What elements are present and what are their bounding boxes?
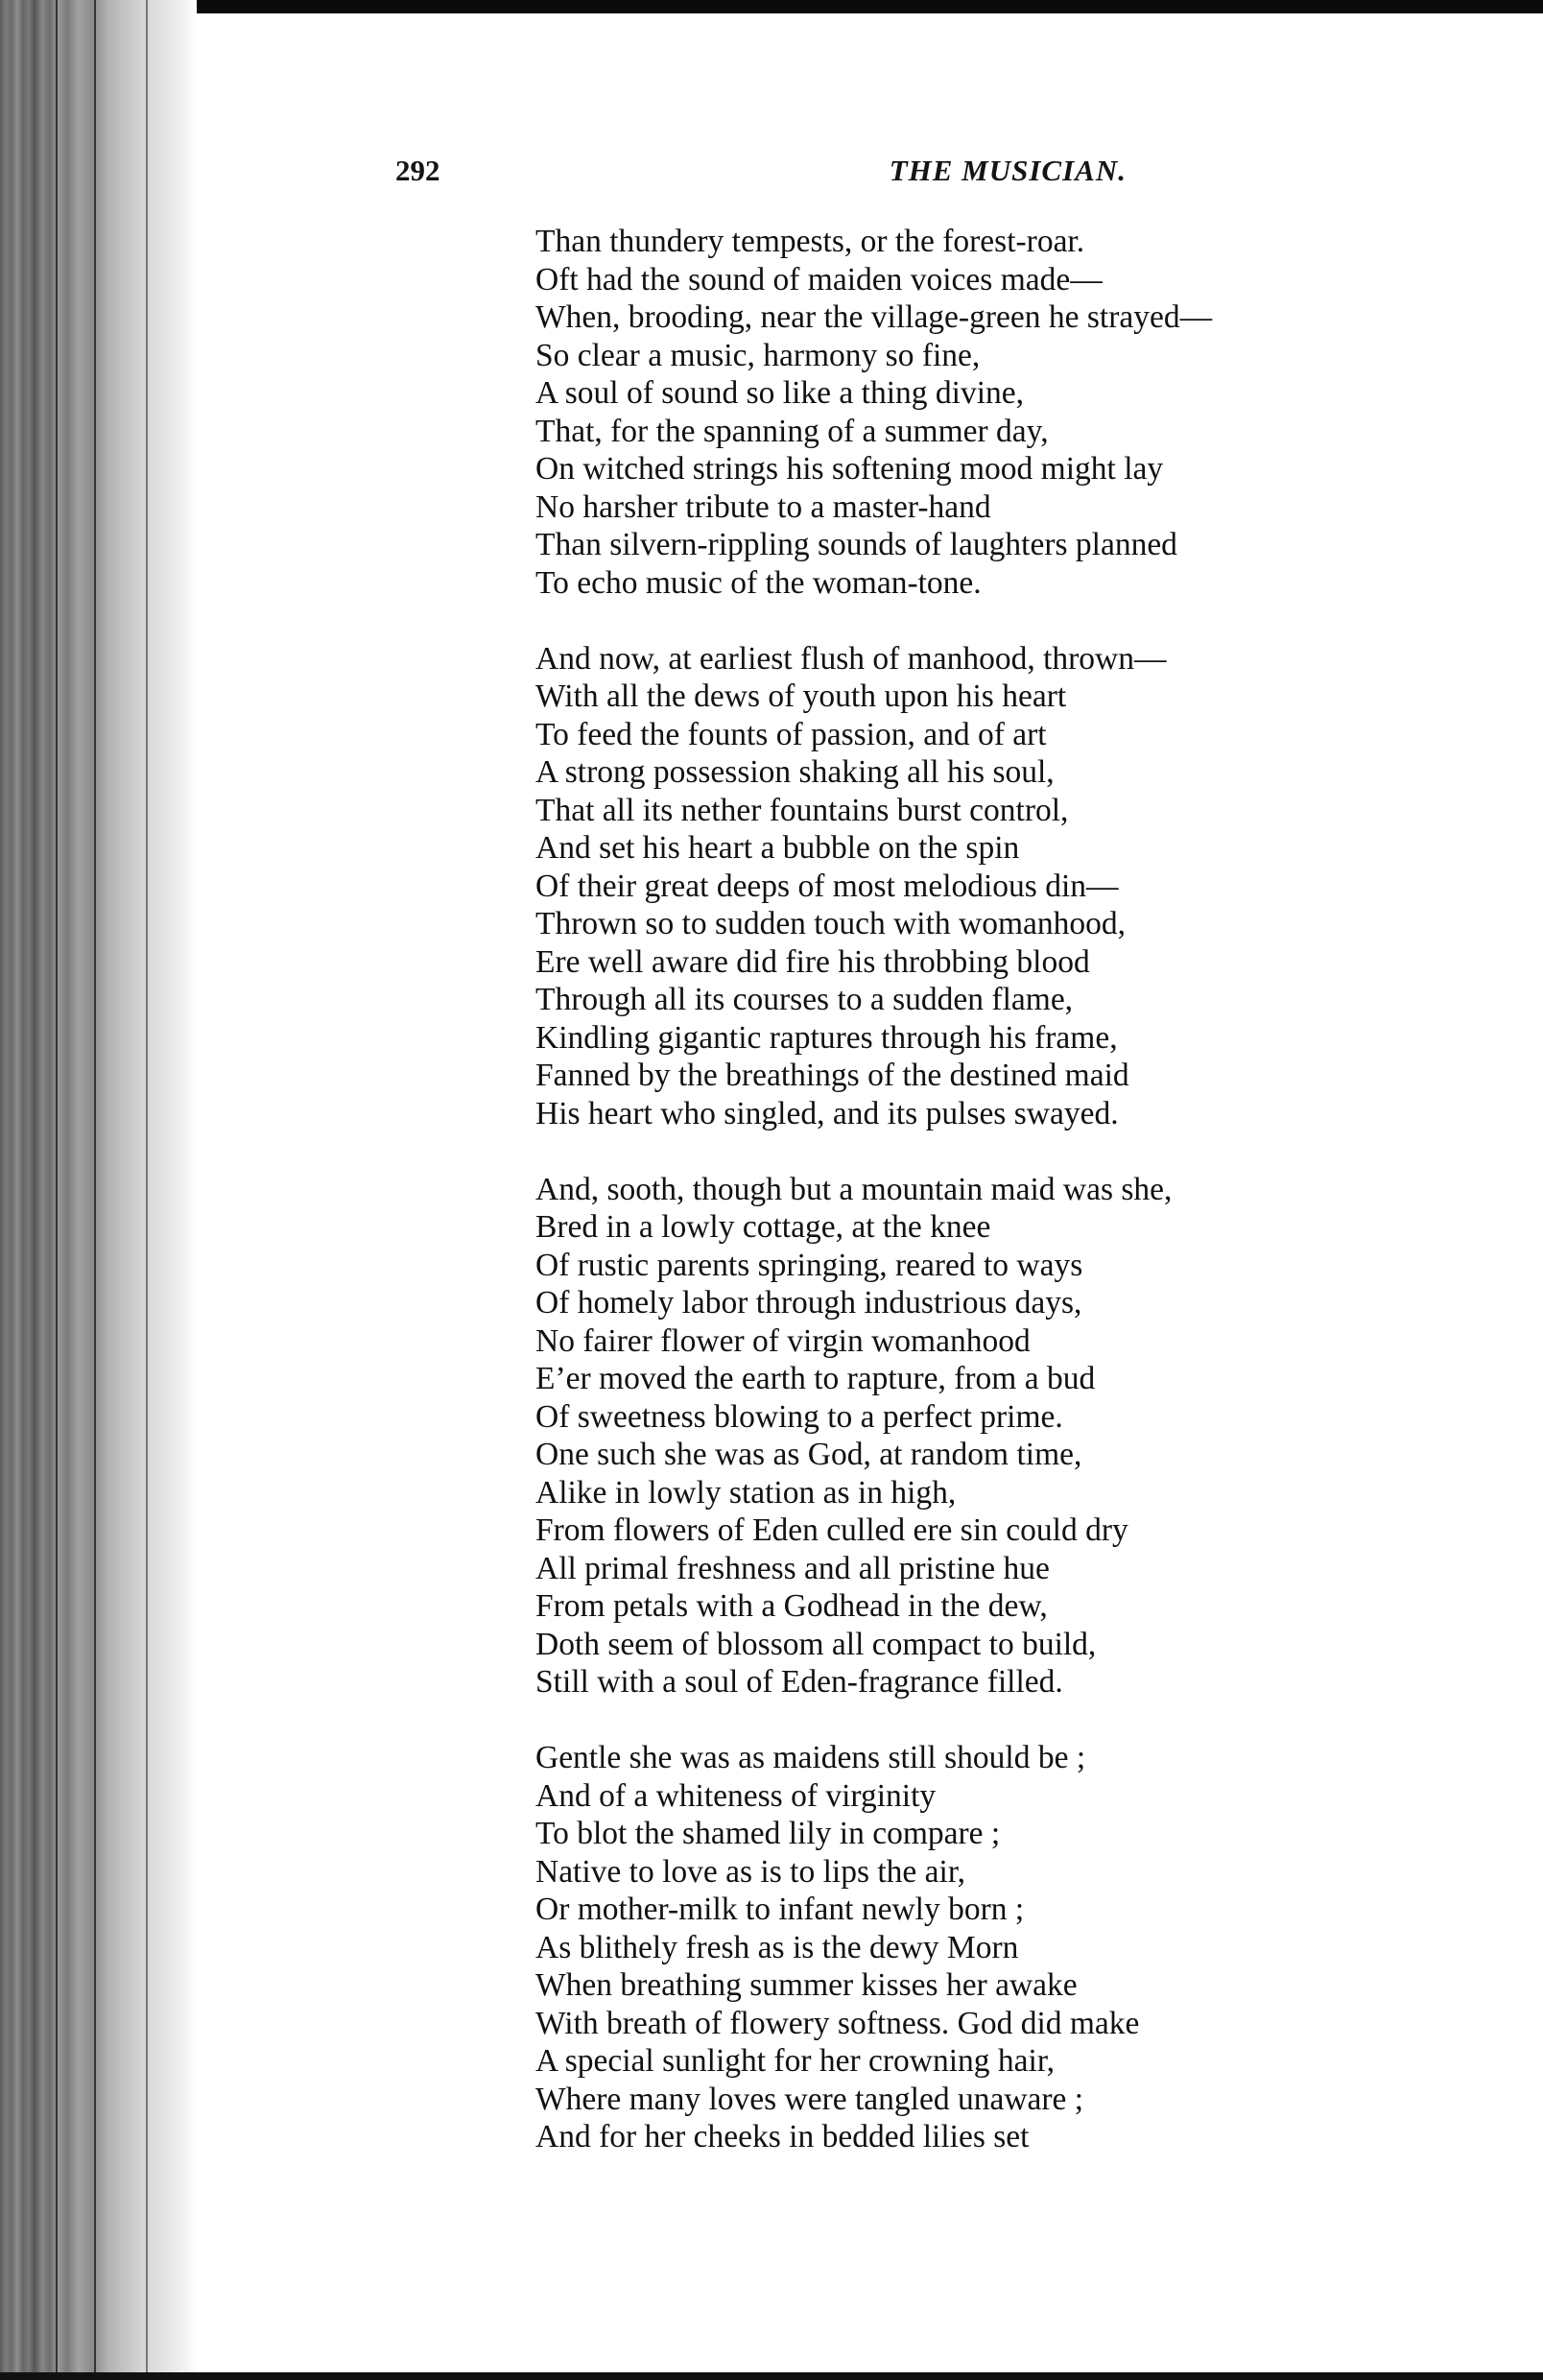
poem-line: Bred in a lowly cottage, at the knee: [535, 1209, 991, 1245]
poem-line: On witched strings his softening mood might lay: [535, 451, 1164, 487]
poem-line: Ere well aware did fire his throbbing blood: [535, 943, 1090, 980]
poem-line: One such she was as God, at random time,: [535, 1437, 1082, 1472]
scan-border-bottom: [0, 2372, 1543, 2380]
poem-line: To blot the shamed lily in compare ;: [535, 1816, 1001, 1851]
poem-line: From flowers of Eden culled ere sin could dry: [535, 1512, 1128, 1548]
poem-line: Or mother-milk to infant newly born ;: [535, 1892, 1025, 1927]
poem-line: Gentle she was as maidens still should be ;: [535, 1740, 1086, 1775]
poem-line: That all its nether fountains burst control,: [535, 792, 1069, 828]
running-head: [395, 154, 1127, 192]
poem-line: And set his heart a bubble on the spin: [535, 830, 1020, 866]
poem-line: And of a whiteness of virginity: [535, 1777, 937, 1814]
poem-line: So clear a music, harmony so fine,: [535, 337, 981, 373]
book-spine-edge: [0, 0, 197, 2380]
poem-line: A strong possession shaking all his soul,: [535, 754, 1055, 790]
poem-line: All primal freshness and all pristine hue: [535, 1550, 1050, 1586]
poem-line: Thrown so to sudden touch with womanhood,: [535, 906, 1127, 941]
poem-line: Oft had the sound of maiden voices made—: [535, 261, 1103, 298]
poem-line: To echo music of the woman-tone.: [535, 564, 982, 601]
poem-line: Through all its courses to a sudden flame,: [535, 982, 1074, 1017]
stanza: [535, 1171, 1495, 1702]
poem-line: Of sweetness blowing to a perfect prime.: [535, 1398, 1063, 1435]
poem-line: Doth seem of blossom all compact to build,: [535, 1626, 1097, 1662]
poem-line: Alike in lowly station as in high,: [535, 1474, 957, 1511]
poem-line: Than thundery tempests, or the forest-roar.: [535, 224, 1085, 259]
poem-line: Of homely labor through industrious days,: [535, 1285, 1082, 1321]
poem-line: And, sooth, though but a mountain maid was she,: [535, 1171, 1173, 1207]
poem-line: With all the dews of youth upon his heart: [535, 678, 1067, 714]
poem-line: Where many loves were tangled unaware ;: [535, 2081, 1084, 2117]
poem-line: From petals with a Godhead in the dew,: [535, 1588, 1048, 1624]
poem-line: Of rustic parents springing, reared to ways: [535, 1247, 1083, 1283]
poem-body: [535, 223, 1495, 2194]
poem-line: No harsher tribute to a master-hand: [535, 488, 991, 525]
poem-line: A soul of sound so like a thing divine,: [535, 375, 1024, 411]
stanza: [535, 1739, 1495, 2156]
poem-line: As blithely fresh as is the dewy Morn: [535, 1929, 1019, 1965]
poem-line: Of their great deeps of most melodious din—: [535, 868, 1119, 904]
poem-line: Native to love as is to lips the air,: [535, 1853, 966, 1890]
poem-line: And for her cheeks in bedded lilies set: [535, 2119, 1030, 2154]
running-title: THE MUSICIAN.: [889, 154, 1127, 187]
stanza: [535, 640, 1495, 1133]
poem-line: That, for the spanning of a summer day,: [535, 413, 1049, 449]
poem-line: When, brooding, near the village-green he strayed—: [535, 299, 1213, 335]
poem-line: E’er moved the earth to rapture, from a bud: [535, 1361, 1096, 1396]
poem-line: His heart who singled, and its pulses swayed.: [535, 1095, 1119, 1131]
stanza: [535, 223, 1495, 602]
page-edge-line: [94, 0, 96, 2380]
poem-line: Kindling gigantic raptures through his frame,: [535, 1019, 1118, 1056]
poem-line: When breathing summer kisses her awake: [535, 1967, 1078, 2003]
poem-line: Fanned by the breathings of the destined maid: [535, 1058, 1129, 1093]
poem-line: To feed the founts of passion, and of art: [535, 716, 1047, 752]
poem-line: And now, at earliest flush of manhood, thrown—: [535, 640, 1167, 677]
poem-line: Still with a soul of Eden-fragrance filled.: [535, 1664, 1063, 1700]
poem-line: No fairer flower of virgin womanhood: [535, 1322, 1031, 1359]
page-edge-line: [56, 0, 58, 2380]
scan-border-top: [0, 0, 1543, 13]
poem-line: Than silvern-rippling sounds of laughters planned: [535, 527, 1177, 562]
page-number: 292: [395, 154, 440, 187]
poem-line: A special sunlight for her crowning hair,: [535, 2043, 1056, 2079]
poem-line: With breath of flowery softness. God did make: [535, 2005, 1140, 2041]
page-edge-line: [146, 0, 148, 2380]
